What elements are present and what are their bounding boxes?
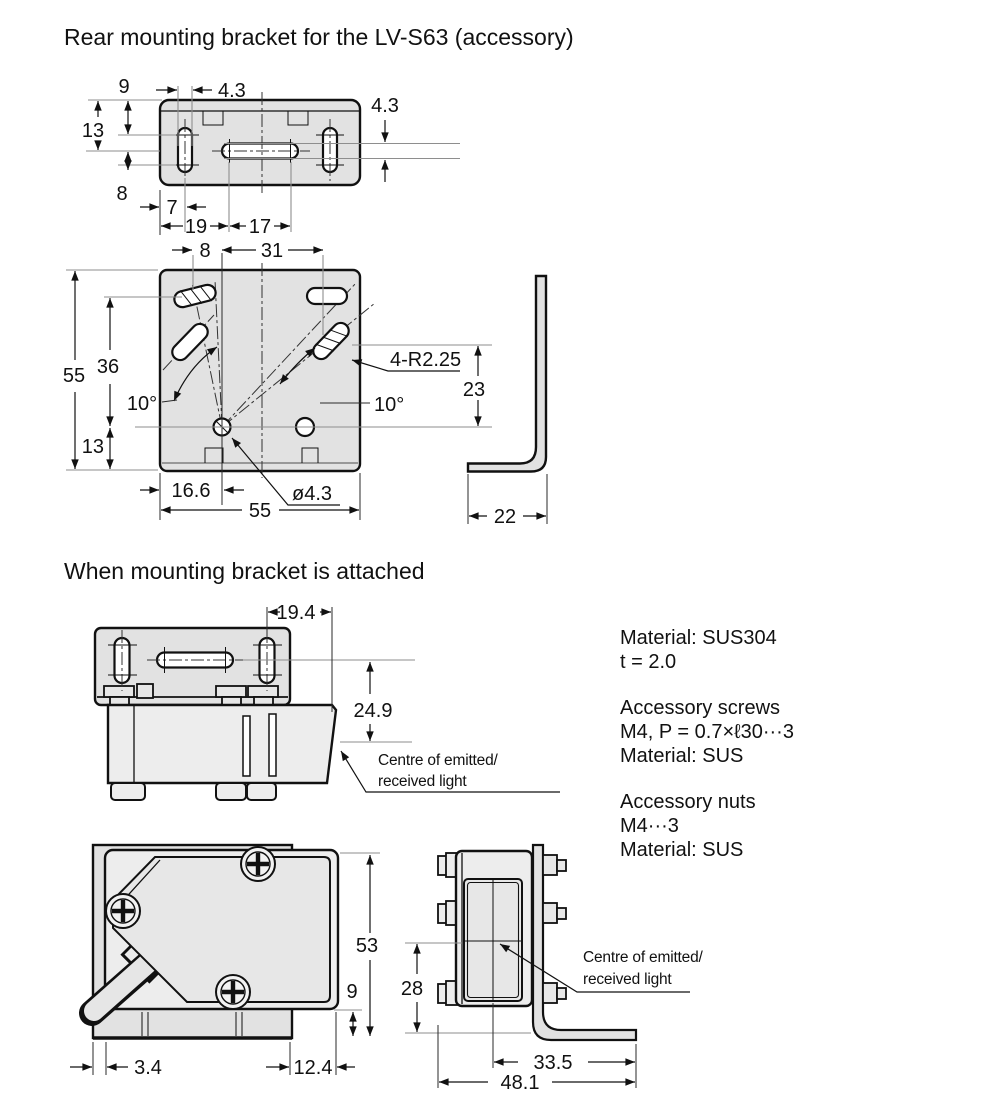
dim-attached-3-4: 3.4 xyxy=(134,1057,162,1079)
beam-label-front-line1: Centre of emitted/ xyxy=(583,949,703,966)
dim-attached-33-5: 33.5 xyxy=(533,1052,573,1074)
dim-attached-12-4: 12.4 xyxy=(293,1057,333,1079)
beam-label-top-line1: Centre of emitted/ xyxy=(378,752,498,769)
page-title-when-attached: When mounting bracket is attached xyxy=(64,558,425,584)
dim-front-hole-dia: ø4.3 xyxy=(292,483,333,505)
dim-attached-9: 9 xyxy=(346,981,358,1003)
note-material: Material: SUS304 xyxy=(620,627,777,649)
note-nuts-spec: M4···3 xyxy=(620,815,679,837)
dim-top-19: 19 xyxy=(184,216,208,238)
bracket-top-view xyxy=(82,76,460,238)
attached-top-view xyxy=(95,602,560,800)
dim-front-31: 31 xyxy=(260,240,284,262)
dim-front-55-width: 55 xyxy=(248,500,272,522)
dim-attached-53: 53 xyxy=(355,935,379,957)
dim-front-36: 36 xyxy=(96,356,120,378)
dim-front-55-height: 55 xyxy=(62,365,86,387)
mounting-nuts xyxy=(543,855,566,1003)
dim-attached-19-4: 19.4 xyxy=(276,602,316,624)
note-screws-spec: M4, P = 0.7×ℓ30···3 xyxy=(620,721,794,743)
dim-side-22: 22 xyxy=(493,506,517,528)
dim-top-7: 7 xyxy=(166,197,178,219)
attached-front-view xyxy=(401,845,704,1094)
dim-front-10deg-right: 10° xyxy=(374,394,405,416)
dim-attached-48-1: 48.1 xyxy=(500,1072,540,1094)
dim-front-16-6: 16.6 xyxy=(171,480,211,502)
attached-side-view xyxy=(70,845,380,1079)
note-screws-material: Material: SUS xyxy=(620,745,744,767)
dim-top-13: 13 xyxy=(81,120,105,142)
dim-attached-24-9: 24.9 xyxy=(353,700,393,722)
beam-label-front-line2: received light xyxy=(583,971,672,988)
dim-front-8: 8 xyxy=(199,240,211,262)
page-title-rear-bracket: Rear mounting bracket for the LV-S63 (accessory) xyxy=(64,24,574,50)
dim-top-4-3-center: 4.3 xyxy=(371,95,399,117)
screw-bottom xyxy=(216,975,250,1009)
note-screws-title: Accessory screws xyxy=(620,697,781,719)
note-nuts-material: Material: SUS xyxy=(620,839,744,861)
dim-front-23: 23 xyxy=(462,379,486,401)
screw-left xyxy=(106,894,140,928)
dim-top-8: 8 xyxy=(116,183,128,205)
note-nuts-title: Accessory nuts xyxy=(620,791,756,813)
dim-front-13: 13 xyxy=(81,436,104,458)
dim-top-9: 9 xyxy=(118,76,130,98)
bracket-side-view xyxy=(468,276,547,528)
dim-front-4-r2-25: 4-R2.25 xyxy=(390,349,462,371)
dim-top-4-3-slot: 4.3 xyxy=(218,80,246,102)
dim-attached-28: 28 xyxy=(400,978,424,1000)
beam-label-top-line2: received light xyxy=(378,773,467,790)
dim-top-17: 17 xyxy=(248,216,272,238)
screw-top xyxy=(241,847,275,881)
note-thickness: t = 2.0 xyxy=(620,651,677,673)
bracket-front-view xyxy=(63,240,492,522)
dim-front-10deg-left: 10° xyxy=(126,393,158,415)
